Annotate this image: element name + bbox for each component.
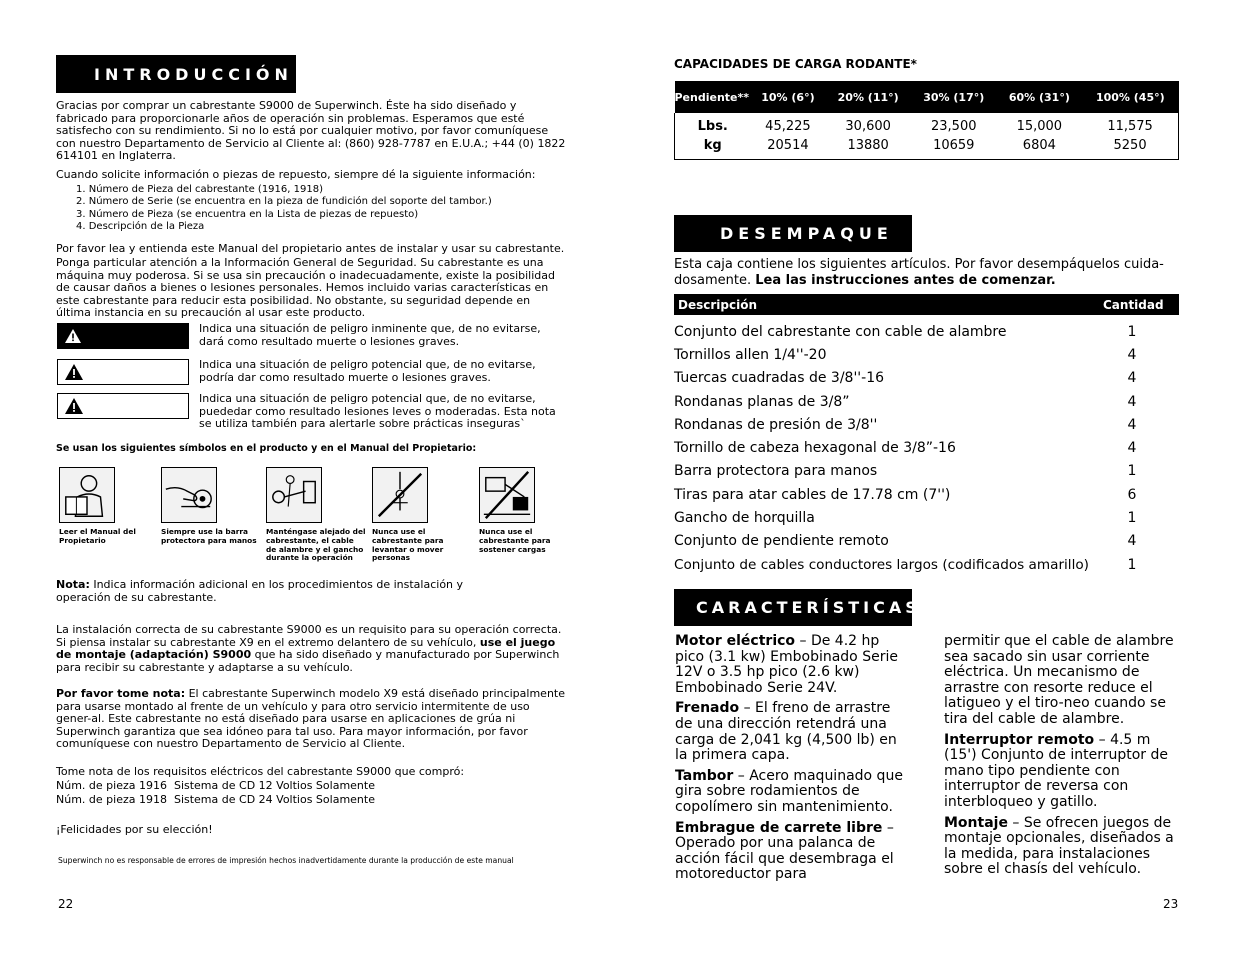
items-header [674, 294, 1179, 315]
item-name: Rondanas de presión de 3/8'' [674, 416, 878, 433]
feature-label: Embrague de carrete libre [675, 819, 883, 836]
table-cell [825, 113, 911, 160]
electrical-intro: Tome nota de los requisitos eléctricos del cabrestante S9000 que compró: [56, 765, 465, 778]
hand-guard-icon [161, 467, 217, 523]
rolling-load-title: CAPACIDADES DE CARGA RODANTE* [674, 57, 917, 71]
rolling-load-table [674, 81, 1179, 160]
feature-label: Interruptor remoto [944, 731, 1095, 748]
info-list [76, 184, 556, 234]
value-lbs: 15,000 [1016, 119, 1063, 134]
feature-motor [675, 634, 911, 696]
intro-heading: INTRODUCCIÓN [56, 55, 296, 93]
feature-text: permitir que el cable de alambre sea sacado sin usar corriente eléctrica. Un mecanismo de arrastre con resorte reduce el latigueo y el tiro-neo cuando se tira del cable de alambre. [944, 633, 1174, 727]
column-description: Descripción [678, 297, 757, 312]
warning-triangle-icon [64, 328, 82, 344]
value-kg: 5250 [1113, 138, 1147, 153]
warning-caution [56, 393, 566, 433]
unpack-heading: DESEMPAQUE [674, 215, 912, 252]
item-name: Rondanas planas de 3/8” [674, 393, 850, 410]
feature-text: – Operado por una palanca de acción fácil que desembraga el motoreductor para [675, 819, 894, 883]
intro-paragraph-1: Gracias por comprar un cabrestante S9000 de Superwinch. Éste ha sido diseñado y fabricado para proporcionarle años de operación sin problemas. Esperamos que esté satisfecho con su rendimiento. Si no lo está por cualquier motivo, por favor comuníquese con nuestro Departamento de Servicio al Cliente al: (860) 928-7787 en E.U.A.; +44 (0) 1822 614101 en Inglaterra. [56, 99, 566, 163]
install-paragraph [56, 624, 566, 674]
warning-text: Indica una situación de peligro potencial que, de no evitarse, puededar como resultado lesiones leves o moderadas. Esta nota se utiliza también para alertarle sobre prácticas inseguras` [199, 392, 556, 431]
please-note-label: Por favor tome nota: [56, 687, 186, 700]
item-name: Tornillos allen 1/4''-20 [674, 346, 827, 363]
feature-clutch-cont [944, 634, 1184, 728]
item-qty: 6 [1127, 486, 1137, 503]
item-qty: 1 [1127, 510, 1137, 527]
disclaimer: Superwinch no es responsable de errores de impresión hechos inadvertidamente durante la producción de este manual [58, 856, 514, 865]
table-cell-units [675, 113, 751, 160]
table-header: 10% (6°) [751, 81, 826, 113]
table-row [675, 113, 1179, 160]
unit-lbs: Lbs. [697, 119, 728, 134]
intro-paragraph-2: Cuando solicite información o piezas de repuesto, siempre dé la siguiente información: [56, 168, 536, 181]
item-name: Gancho de horquilla [674, 510, 815, 527]
warning-triangle-icon [64, 363, 84, 381]
value-lbs: 30,600 [845, 119, 891, 134]
item-qty: 1 [1127, 323, 1137, 340]
item-name: Conjunto de pendiente remoto [674, 533, 889, 550]
item-qty: 4 [1127, 393, 1137, 410]
table-cell [911, 113, 997, 160]
list-item [674, 390, 1179, 413]
table-cell [1082, 113, 1178, 160]
item-name: Barra protectora para manos [674, 463, 878, 480]
warning-triangle-icon [64, 397, 84, 415]
list-item [674, 413, 1179, 436]
install-bold: use el juego de montaje (adaptación) S9000 [56, 635, 556, 662]
item-qty: 4 [1127, 416, 1137, 433]
note-label: Nota: [56, 578, 90, 591]
table-header: 100% (45°) [1082, 81, 1178, 113]
feature-label: Tambor [675, 767, 734, 784]
electrical-line-2: Núm. de pieza 1918 Sistema de CD 24 Voltios Solamente [56, 793, 375, 806]
item-qty: 4 [1127, 346, 1137, 363]
features-column-2 [944, 634, 1184, 883]
symbol-caption: Manténgase alejado del cabrestante, el cable de alambre y el gancho durante la operación [266, 527, 366, 563]
item-qty: 1 [1127, 463, 1137, 480]
feature-clutch [675, 821, 911, 883]
note-paragraph [56, 579, 506, 604]
features-heading: CARACTERÍSTICAS [674, 589, 912, 626]
symbol-no-hold-loads [479, 467, 579, 554]
item-qty: 4 [1127, 533, 1137, 550]
feature-label: Motor eléctrico [675, 633, 796, 649]
symbol-caption: Leer el Manual del Propietario [59, 527, 136, 545]
no-hold-loads-icon [479, 467, 535, 523]
warning-text: Indica una situación de peligro potencial que, de no evitarse, podría dar como resultado muerte o lesiones graves. [199, 358, 536, 384]
symbol-read-manual [59, 467, 159, 546]
please-note-text: El cabrestante Superwinch modelo X9 está diseñado principalmente para usarse montado al frente de un vehículo y para otro servicio intermitente de uso gener-al. Este cabrestante no está diseñado para usarse en aplicaciones de grúa ni Superwinch garantiza que sea idóneo para tal uso. Para mayor información, por favor comuníquese con nuestro Departamento de Servicio al Cliente. [56, 687, 565, 751]
feature-drum [675, 769, 911, 816]
column-quantity: Cantidad [1103, 297, 1164, 312]
value-kg: 10659 [933, 138, 975, 153]
feature-label: Frenado [675, 700, 740, 717]
item-name: Conjunto de cables conductores largos (codificados amarillo) [674, 556, 1089, 573]
list-item [674, 343, 1179, 366]
table-header: Pendiente** [675, 81, 751, 113]
value-kg: 6804 [1022, 138, 1056, 153]
page-number: 23 [1163, 897, 1179, 911]
list-item [674, 506, 1179, 529]
list-item [674, 530, 1179, 553]
please-note-paragraph [56, 688, 566, 751]
item-name: Tiras para atar cables de 17.78 cm (7'') [674, 486, 951, 503]
feature-text: – El freno de arrastre de una dirección retendrá una carga de 2,041 kg (4,500 lb) en la primera capa. [675, 700, 897, 764]
feature-remote [944, 733, 1184, 811]
feature-brake [675, 701, 911, 763]
items-list [674, 320, 1179, 576]
value-kg: 20514 [767, 138, 809, 153]
feature-text: – 4.5 m (15') Conjunto de interruptor de mano tipo pendiente con interruptor de reversa con interbloqueo y gatillo. [944, 731, 1168, 810]
feature-text: – De 4.2 hp pico (3.1 kw) Embobinado Serie 12V o 3.5 hp pico (2.6 kw) Embobinado Serie 24V. [675, 633, 898, 696]
symbols-heading: Se usan los siguientes símbolos en el producto y en el Manual del Propietario: [56, 443, 477, 454]
symbol-caption: Nunca use el cabrestante para sostener cargas [479, 527, 551, 554]
warning-label-box [57, 359, 189, 385]
feature-mounting [944, 816, 1184, 878]
item-qty: 4 [1127, 440, 1137, 457]
feature-text: – Se ofrecen juegos de montaje opcionales, diseñados a la medida, para instalaciones sobre el chasís del vehículo. [944, 814, 1174, 878]
symbol-caption: Siempre use la barra protectora para manos [161, 527, 257, 545]
caution-label-box [57, 393, 189, 419]
list-item [674, 436, 1179, 459]
list-item: 1. Número de Pieza del cabrestante (1916, 1918) [76, 184, 323, 195]
list-item [674, 367, 1179, 390]
list-item: 3. Número de Pieza (se encuentra en la Lista de piezas de repuesto) [76, 208, 419, 220]
value-kg: 13880 [847, 138, 889, 153]
value-lbs: 45,225 [765, 119, 811, 134]
read-manual-icon [59, 467, 115, 523]
item-name: Conjunto del cabrestante con cable de alambre [674, 323, 1007, 340]
features-column-1 [675, 634, 911, 888]
no-lift-people-icon [372, 467, 428, 523]
table-header: 20% (11°) [825, 81, 911, 113]
item-name: Tornillo de cabeza hexagonal de 3/8”-16 [674, 440, 956, 457]
left-page [0, 0, 617, 954]
list-item [674, 320, 1179, 343]
symbol-keep-away [266, 467, 366, 563]
intro-paragraph-3b: Ponga particular atención a la Información General de Seguridad. Su cabrestante es una máquina muy poderosa. Si se usa sin precaución o inadecuadamente, existe la posibilidad de causar daños a bienes o lesiones personales. Hemos incluido varias características en este cabrestante para reducir esta posibilidad. No obstante, su seguridad depende en última instancia en su precaución al usar este producto. [56, 256, 555, 320]
value-lbs: 11,575 [1107, 119, 1153, 134]
unpack-intro-bold: Lea las instrucciones antes de comenzar. [755, 272, 1056, 288]
table-header: 60% (31°) [997, 81, 1083, 113]
unit-kg: kg [703, 138, 722, 153]
congrats-text: ¡Felicidades por su elección! [56, 823, 213, 836]
unpack-intro [674, 257, 1179, 288]
unpack-intro-text: Esta caja contiene los siguientes artículos. Por favor desempáquelos cuida-dosamente. [674, 257, 1164, 288]
intro-paragraph-3a: Por favor lea y entienda este Manual del propietario antes de instalar y usar su cabrestante. [56, 242, 565, 255]
electrical-line-1: Núm. de pieza 1916 Sistema de CD 12 Voltios Solamente [56, 779, 375, 792]
page-number: 22 [58, 897, 74, 911]
list-item: 4. Descripción de la Pieza [76, 221, 205, 233]
list-item [674, 553, 1179, 576]
item-qty: 1 [1127, 556, 1137, 573]
keep-away-icon [266, 467, 322, 523]
item-name: Tuercas cuadradas de 3/8''-16 [674, 370, 885, 387]
table-header: 30% (17°) [911, 81, 997, 113]
danger-label-box [57, 323, 189, 349]
feature-label: Montaje [944, 814, 1008, 831]
list-item [674, 483, 1179, 506]
warning-text: Indica una situación de peligro inminente que, de no evitarse, dará como resultado muerte o lesiones graves. [199, 322, 541, 348]
symbol-caption: Nunca use el cabrestante para levantar o mover personas [372, 527, 444, 563]
install-text: que ha sido diseñado y manufacturado por Superwinch para recibir su cabrestante y adaptarse a su vehículo. [56, 648, 560, 674]
table-cell [751, 113, 826, 160]
table-header-row [675, 81, 1179, 113]
item-qty: 4 [1127, 370, 1137, 387]
symbol-hand-guard [161, 467, 261, 546]
table-cell [997, 113, 1083, 160]
list-item [674, 460, 1179, 483]
feature-text: – Acero maquinado que gira sobre rodamientos de copolímero sin mantenimiento. [675, 767, 903, 815]
install-text: La instalación correcta de su cabrestante S9000 es un requisito para su operación correcta. Si piensa instalar su cabrestante X9 en el extremo delantero de su vehículo, [56, 623, 562, 649]
warning-danger [56, 323, 566, 363]
note-text: Indica información adicional en los procedimientos de instalación y operación de su cabrestante. [56, 578, 464, 604]
value-lbs: 23,500 [931, 119, 977, 134]
list-item: 2. Número de Serie (se encuentra en la pieza de fundición del soporte del tambor.) [76, 196, 492, 208]
symbol-no-lift-people [372, 467, 472, 563]
